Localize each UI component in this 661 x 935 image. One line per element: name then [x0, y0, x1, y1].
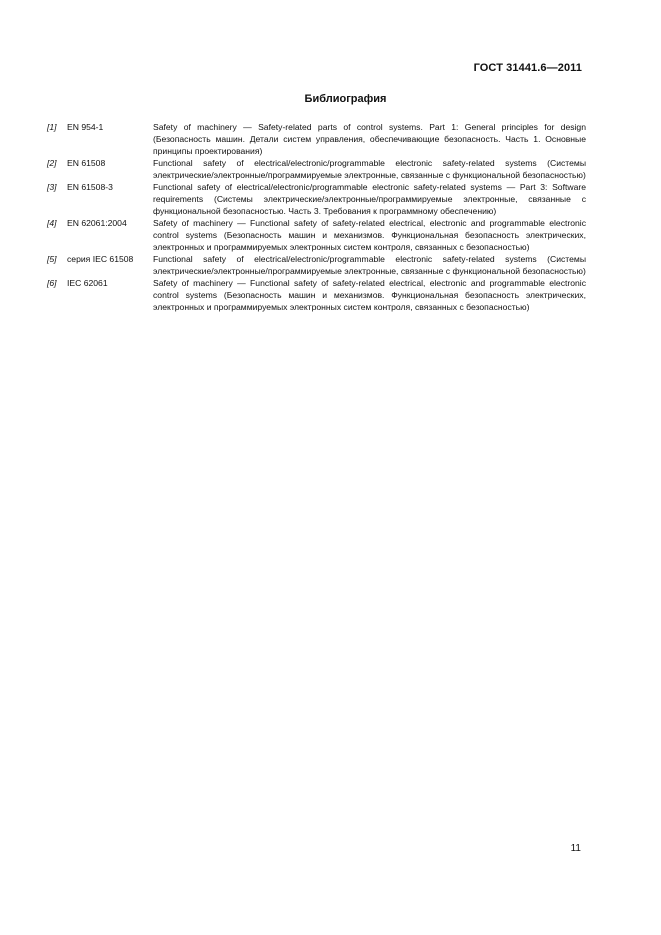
bibliography-entry — [47, 277, 586, 313]
entry-standard-code: серия IEC 61508 — [67, 254, 134, 264]
entry-number: [4] — [47, 218, 57, 228]
bibliography-entry — [47, 121, 586, 157]
entry-title: Safety of machinery — Functional safety of safety-related electrical, electronic and programmable electronic control systems (Безопасность машин и механизмов. Функциональная безопасность электрических, электронных и программируемых электронных систем контроля, связанных с безопасностью) — [153, 278, 586, 312]
entry-number: [2] — [47, 158, 57, 168]
page-number: 11 — [570, 843, 581, 854]
entry-title: Functional safety of electrical/electronic/programmable electronic safety-related systems (Системы электрические/электронные/программируемые электронные, связанные с функциональной безопасностью) — [153, 254, 586, 276]
entry-standard-code: EN 62061:2004 — [67, 218, 127, 228]
bibliography-entry — [47, 181, 586, 217]
entry-standard-code: EN 61508 — [67, 158, 106, 168]
entry-number: [6] — [47, 278, 57, 288]
bibliography-entry — [47, 253, 586, 277]
entry-standard-code: EN 954-1 — [67, 122, 104, 132]
bibliography-entry — [47, 157, 586, 181]
entry-standard-code: IEC 62061 — [67, 278, 108, 288]
entry-number: [5] — [47, 254, 57, 264]
entry-title: Functional safety of electrical/electronic/programmable electronic safety-related systems (Системы электрические/электронные/программируемые электронные, связанные с функциональной безопасностью) — [153, 158, 586, 180]
entry-number: [3] — [47, 182, 57, 192]
bibliography-entry — [47, 217, 586, 253]
entry-standard-code: EN 61508-3 — [67, 182, 113, 192]
bibliography-list — [47, 121, 586, 313]
entry-number: [1] — [47, 122, 57, 132]
section-title: Библиография — [304, 93, 387, 105]
entry-title: Safety of machinery — Functional safety of safety-related electrical, electronic and programmable electronic control systems (Безопасность машин и механизмов. Функциональная безопасность электрических, электронных и программируемых электронных систем контроля, связанных с безопасностью) — [153, 218, 586, 252]
standard-designation: ГОСТ 31441.6—2011 — [473, 62, 582, 74]
entry-title: Functional safety of electrical/electronic/programmable electronic safety-related systems — Part 3: Software requirements (Системы электрические/электронные/программируемые электронные, связанные с функциональной безопасностью. Часть 3. Требования к программному обеспечению) — [153, 182, 586, 216]
entry-title: Safety of machinery — Safety-related parts of control systems. Part 1: General principles for design (Безопасность машин. Детали систем управления, обеспечивающие безопасность. Часть 1. Основные принципы проектирования) — [153, 122, 586, 156]
